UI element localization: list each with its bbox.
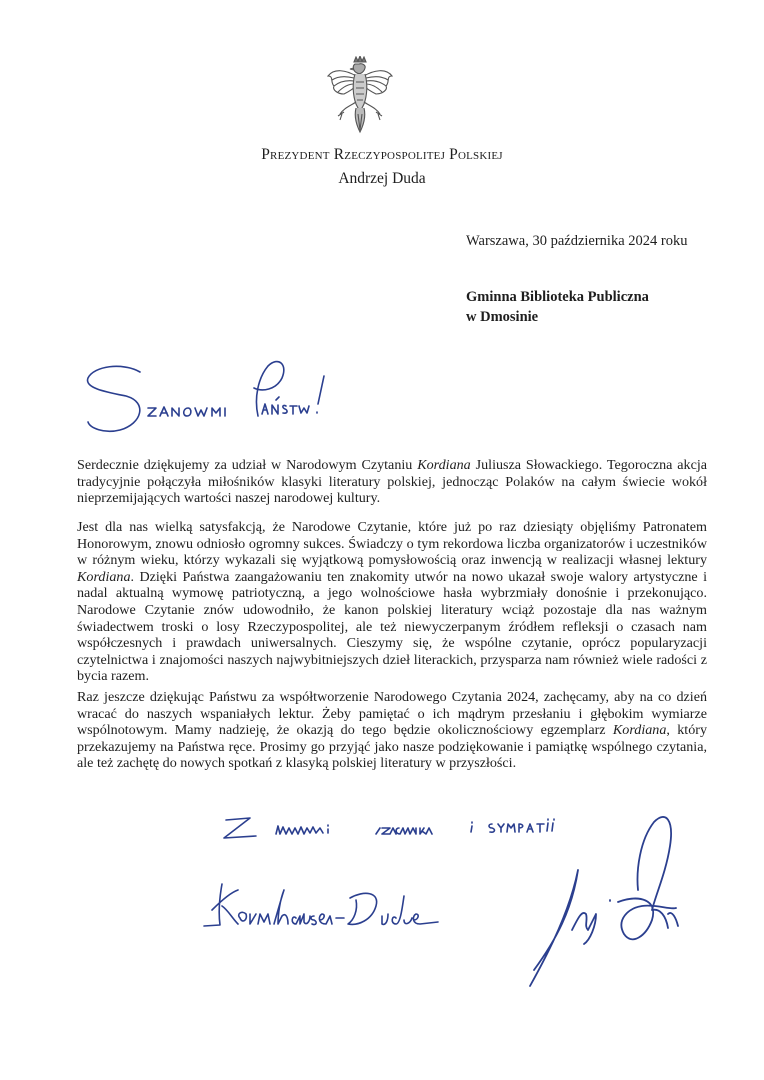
book-title: Kordiana (612, 722, 667, 739)
book-title: Kordiana (417, 457, 471, 473)
letter-date: Warszawa, 30 października 2024 roku (466, 233, 688, 249)
president-name: Andrzej Duda (338, 170, 426, 187)
recipient-address (466, 287, 649, 327)
paragraph-3: Raz jeszcze dziękując Państwu za współtworzenie Narodowego Czytania 2024, zachęcamy, aby na co dzień wracać do naszych wspaniałych lektur. Żeby pamiętać o ich mądrym przesłaniu i głębokim wymiarze wspólnotowym. Mamy nadzieję, że okazją do tego będzie okolicznościowy egzemplarz Kordiana, który przekazujemy na Państwa ręce. Prosimy go przyjąć jako nasze podziękowanie i pamiątkę wspólnego czytania, ale też zachętę do nowych spotkań z klasyką polskiej literatury w przyszłości. (77, 689, 708, 772)
signature-andrzej-duda (460, 810, 680, 1000)
paragraph-1: Serdecznie dziękujemy za udział w Narodowym Czytaniu Kordiana Juliusza Słowackiego. Tegoroczna akcja tradycyjnie połączyła miłośników klasyki literatury polskiej, jednocząc Polaków na całym świecie wokół nieprzemijających wartości naszej narodowej kultury. (77, 457, 707, 507)
paragraph-2: Jest dla nas wielką satysfakcją, że Narodowe Czytanie, które już po raz dziesiąty objęliśmy Patronatem Honorowym, znowu odniosło ogromny sukces. Świadczy o tym rekordowa liczba organizatorów i uczestników w różnym wieku, którzy wykazali się wyjątkową pomysłowością oraz inwencją w realizacji własnej lektury Kordiana. Dzięki Państwa zaangażowaniu ten znakomity utwór na nowo ukazał swoje walory artystyczne i nadal aktualną wymowę patriotyczną, a jego wolnościowe hasła wybrzmiały donośnie i przekonująco. Narodowe Czytanie znów udowodniło, że kanon polskiej literatury wciąż pozostaje dla nas ważnym świadectwem troski o losy Rzeczypospolitej, ale też niewyczerpanym źródłem refleksji o czasach nam współczesnych i prawdach uniwersalnych. Cieszymy się, że wspólne czytanie, oprócz popularyzacji czytelnictwa i znajomości naszych najwybitniejszych dzieł literackich, przysparza nam również wiele radości z bycia razem. (77, 519, 707, 685)
office-title: Prezydent Rzeczypospolitej Polskiej (261, 146, 503, 163)
signature-kornhauser-duda (198, 870, 448, 940)
recipient-line-2: w Dmosinie (466, 309, 539, 325)
salutation-handwriting (82, 348, 352, 448)
book-title: Kordiana (77, 568, 131, 585)
handwritten-salutation (82, 348, 352, 448)
recipient-line-1: Gminna Biblioteka Publiczna (466, 289, 649, 305)
polish-eagle-emblem (326, 56, 394, 134)
